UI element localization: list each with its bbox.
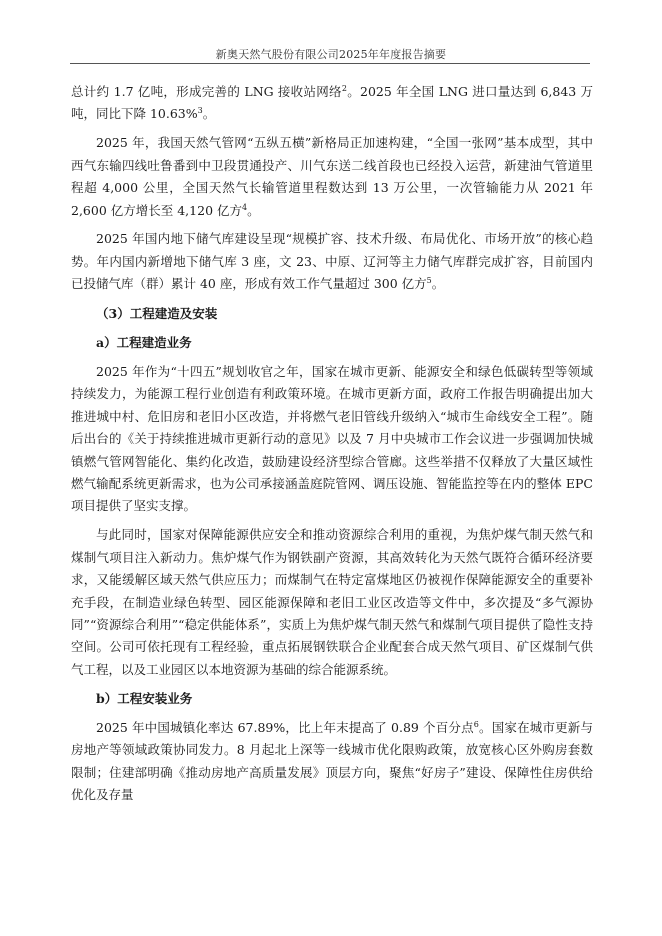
subsection-heading-installation: b）工程安装业务 — [96, 691, 193, 707]
paragraph-lng: 总计约 1.7 亿吨，形成完善的 LNG 接收站网络$^2$。2025 年全国 LNG 进口量达到 6,843 万吨，同比下降 10.63%$^3$。 — [71, 84, 594, 122]
subsection-heading-construction: a）工程建造业务 — [96, 335, 192, 351]
paragraph-urbanization: 2025 年中国城镇化率达 67.89%，比上年末提高了 0.89 个百分点$^6$。国家在城市更新与房地产等领域政策协同发力。8 月起北上深等一线城市优化限购政策，放宽核心区外购房套数限制；住建部明确《推动房地产高质量发展》顶层方向，聚焦“好房子”建设、保障性住房供给优化及存量 — [71, 720, 593, 803]
section-heading-engineering: （3）工程建造及安装 — [96, 305, 218, 321]
document-body — [71, 81, 593, 807]
paragraph-construction-policy: 2025 年作为“十四五”规划收官之年，国家在城市更新、能源安全和绿色低碳转型等领域持续发力，为能源工程行业创造有利政策环境。在城市更新方面，政府工作报告明确提出加大推进城中村、危旧房和老旧小区改造，并将燃气老旧管线升级纳入“城市生命线安全工程”。随后出台的《关于持续推进城市更新行动的意见》以及 7 月中央城市工作会议进一步强调加快城镇燃气管网智能化、集约化改造，鼓励建设经济型综合管廊。这些举措不仅释放了大量区域性燃气输配系统更新需求，也为公司承接涵盖庭院管网、调压设施、智能监控等在内的整体 EPC 项目提供了坚实支撑。 — [71, 363, 593, 514]
paragraph-coke-gas: 与此同时，国家对保障能源供应安全和推动资源综合利用的重视，为焦炉煤气制天然气和煤制气项目注入新动力。焦炉煤气作为钢铁副产资源，其高效转化为天然气既符合循环经济要求，又能缓解区域天然气供应压力；而煤制气在特定富煤地区仍被视作保障能源安全的重要补充手段，在制造业绿色转型、园区能源保障和老旧工业区改造等文件中，多次提及“多气源协同”“资源综合利用”“稳定供能体系”，实质上为焦炉煤气制天然气和煤制气项目提供了隐性支持空间。公司可依托现有工程经验，重点拓展钢铁联合企业配套合成天然气项目、矿区煤制气供气工程，以及工业园区以本地资源为基础的综合能源系统。 — [71, 527, 593, 677]
paragraph-storage: 2025 年国内地下储气库建设呈现“规模扩容、技术升级、布局优化、市场开放”的核心趋势。年内国内新增地下储气库 3 座，文 23、中原、辽河等主力储气库群完成扩容，目前国内已投储气库（群）累计 40 座，形成有效工作气量超过 300 亿方$^5$。 — [71, 231, 593, 292]
paragraph-pipeline: 2025 年，我国天然气管网“五纵五横”新格局正加速构建，“全国一张网”基本成型，其中西气东输四线吐鲁番到中卫段贯通投产、川气东送二线首段也已经投入运营，新建油气管道里程超 4,000 公里，全国天然气长输管道里程数达到 13 万公里，一次管输能力从 2021 年 2,600 亿方增长至 4,120 亿方$^4$。 — [71, 135, 593, 218]
header-divider — [70, 63, 590, 64]
page-header: 新奥天然气股份有限公司2025年年度报告摘要 — [215, 48, 447, 61]
